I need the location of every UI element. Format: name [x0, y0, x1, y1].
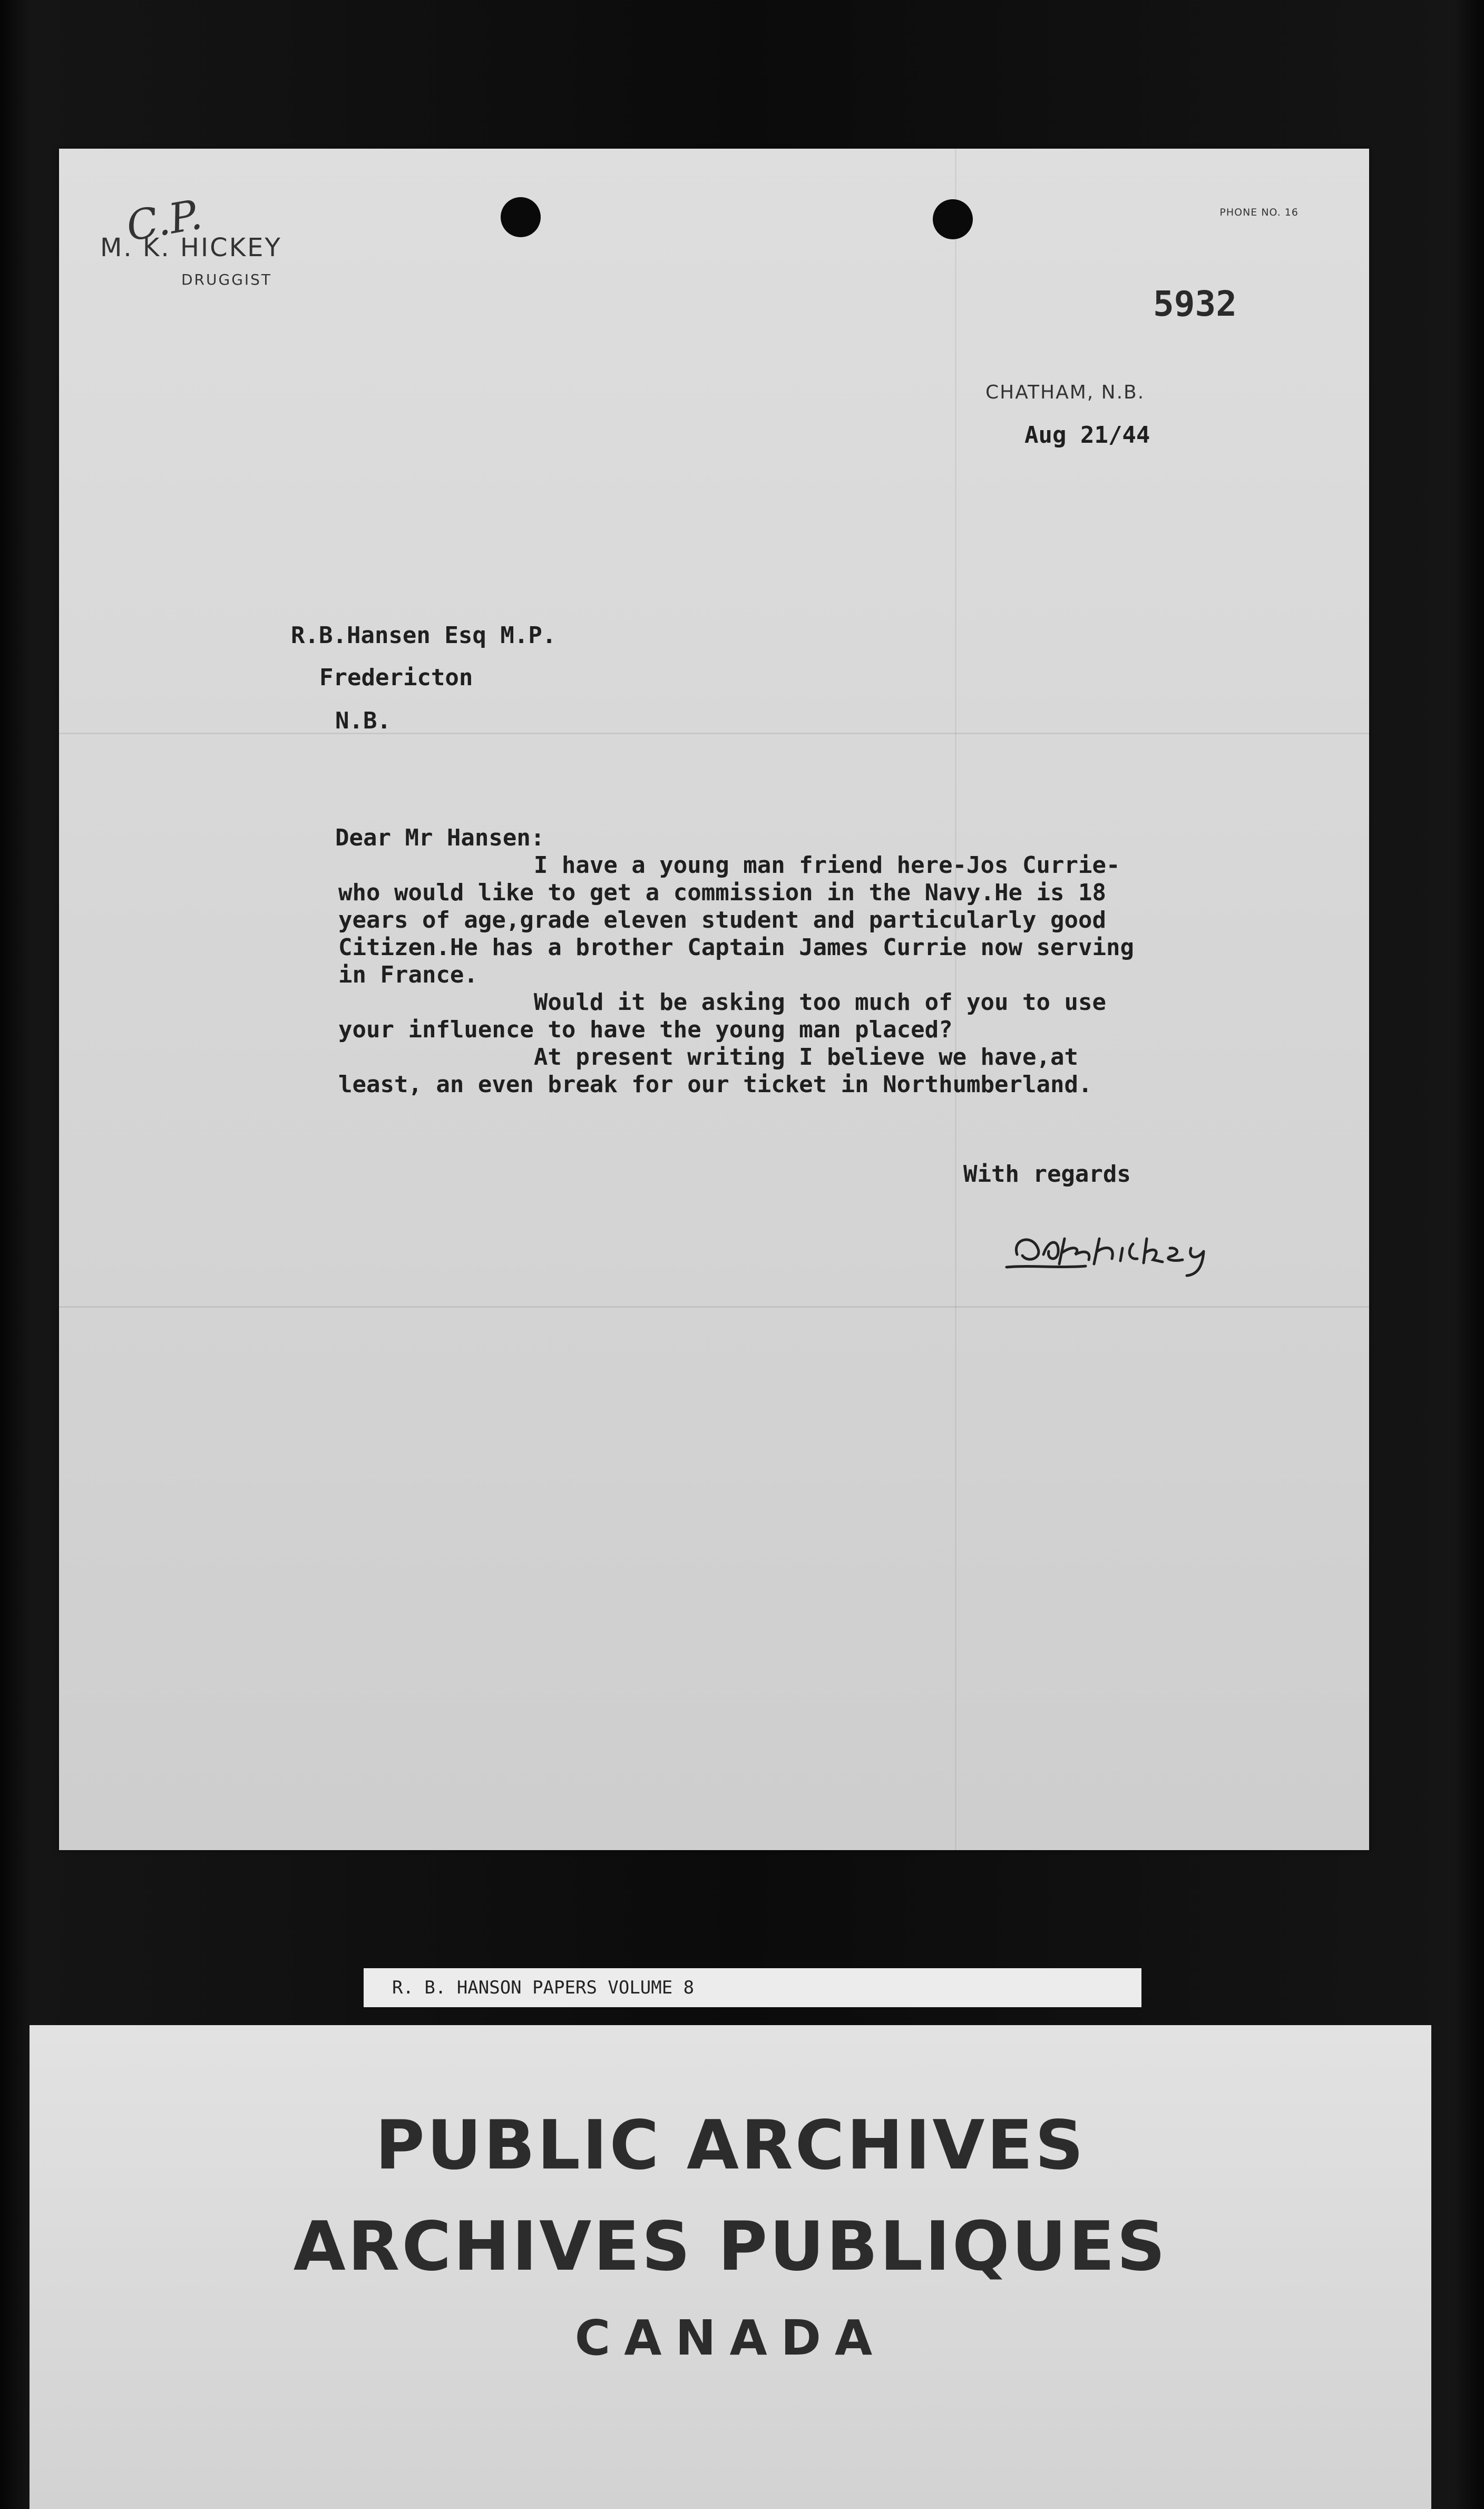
letterhead-phone: PHONE NO. 16 — [1219, 207, 1298, 218]
recipient-line: Fredericton — [319, 664, 473, 691]
body-line: your influence to have the young man placed? — [338, 1016, 953, 1043]
body-line: At present writing I believe we have,at — [338, 1044, 1078, 1071]
archive-title-fr: ARCHIVES PUBLIQUES — [293, 2207, 1168, 2286]
letterhead-name: M. K. HICKEY — [100, 233, 282, 262]
body-line: Would it be asking too much of you to use — [338, 989, 1106, 1016]
letterhead-subtitle: DRUGGIST — [181, 271, 272, 288]
handwritten-mark: C.P. — [123, 191, 206, 251]
collection-label: R. B. HANSON PAPERS VOLUME 8 — [364, 1968, 1141, 2007]
letter-page — [59, 149, 1369, 1850]
archive-country: CANADA — [574, 2310, 886, 2366]
body-line: years of age,grade eleven student and particularly good — [338, 907, 1106, 933]
body-line: in France. — [338, 961, 478, 988]
archive-title-en: PUBLIC ARCHIVES — [375, 2106, 1086, 2185]
signature — [996, 1218, 1291, 1281]
fold-line — [59, 1306, 1369, 1308]
fold-line — [59, 733, 1369, 734]
body-line: least, an even break for our ticket in Northumberland. — [338, 1071, 1092, 1098]
closing: With regards — [963, 1161, 1131, 1188]
document-number: 5932 — [1153, 284, 1237, 324]
letter-date: Aug 21/44 — [1024, 422, 1150, 449]
body-line: Citizen.He has a brother Captain James Currie now serving — [338, 934, 1134, 961]
body-line: who would like to get a commission in the Navy.He is 18 — [338, 879, 1106, 906]
recipient-line: R.B.Hansen Esq M.P. — [291, 622, 556, 649]
punch-hole — [501, 197, 541, 237]
archive-card — [30, 2025, 1431, 2509]
letterhead-city: CHATHAM, N.B. — [985, 382, 1145, 403]
salutation: Dear Mr Hansen: — [335, 824, 545, 851]
body-line: I have a young man friend here-Jos Currie- — [338, 852, 1120, 879]
recipient-line: N.B. — [335, 707, 391, 734]
punch-hole — [933, 199, 973, 239]
